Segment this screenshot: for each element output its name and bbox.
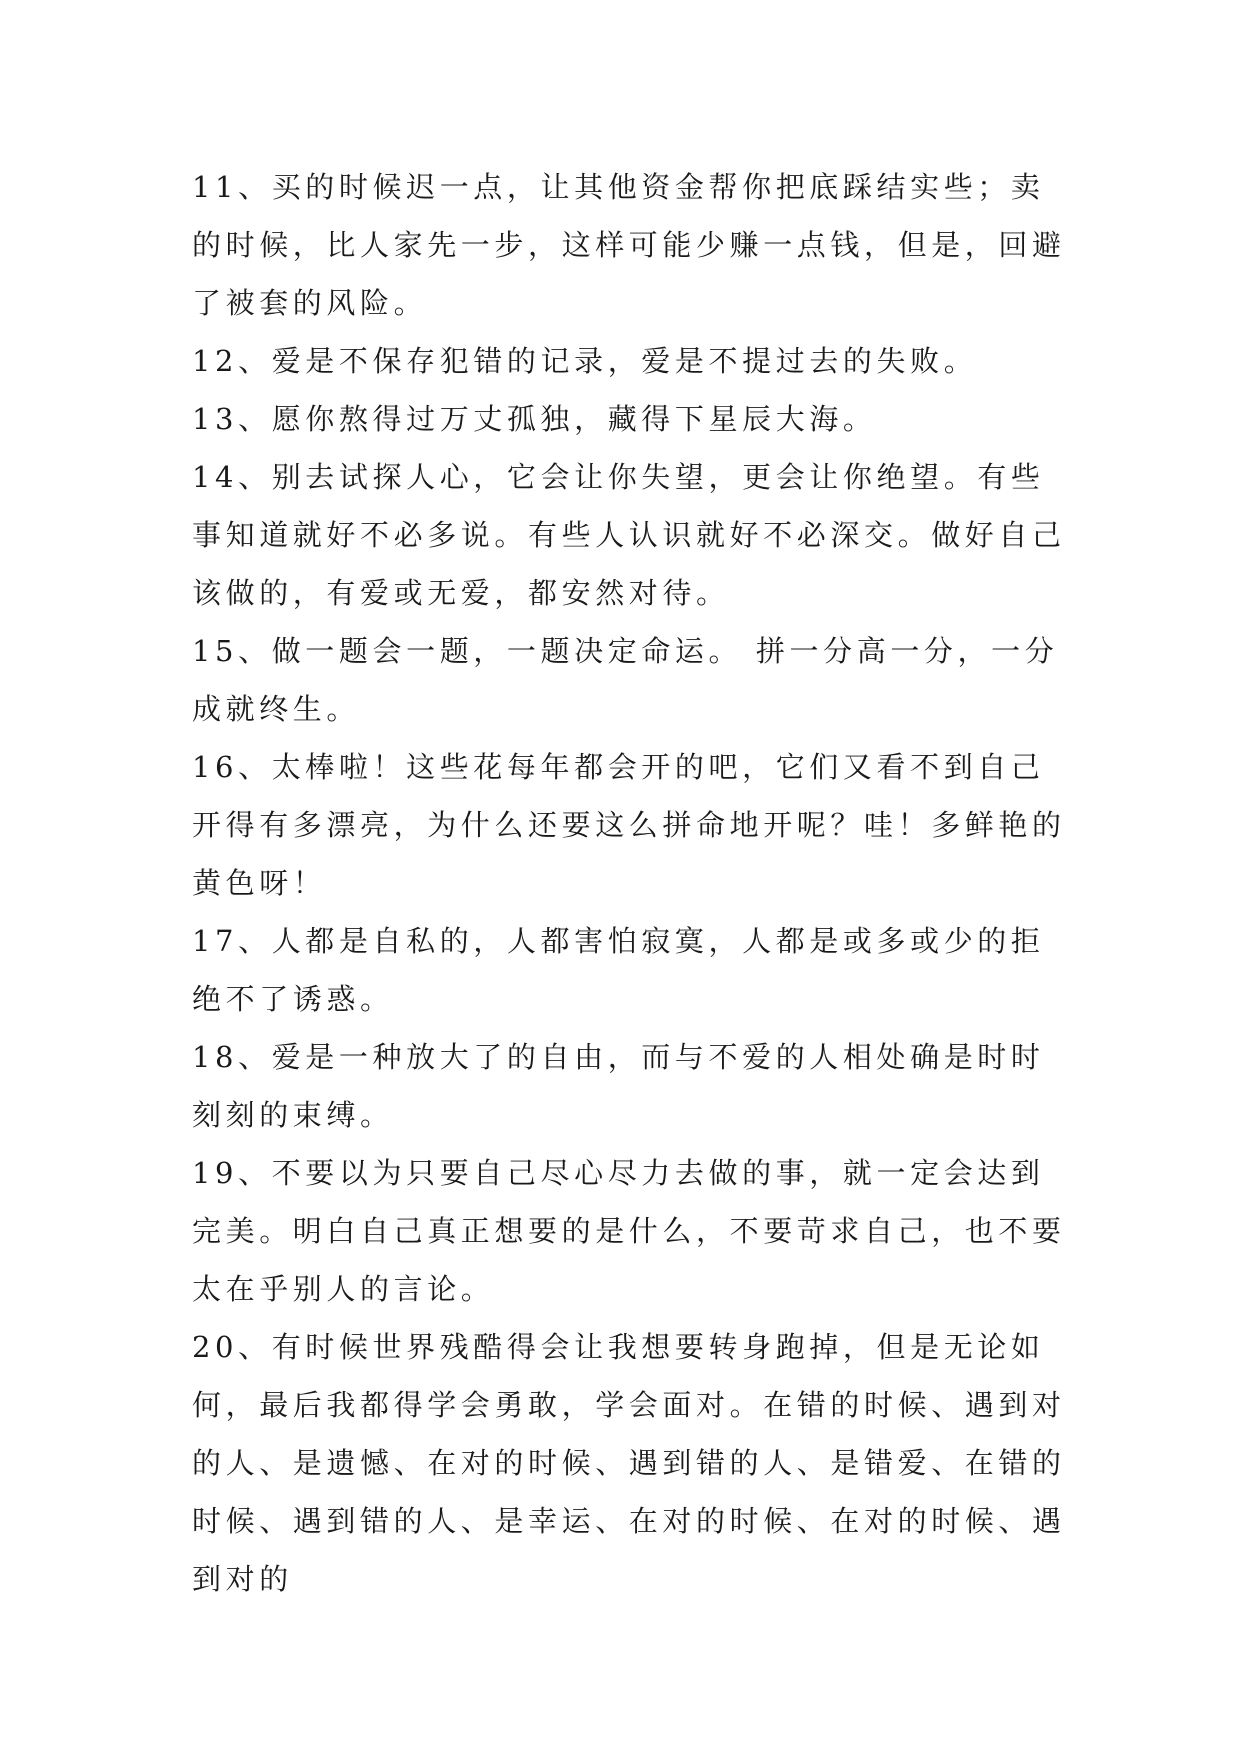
paragraph-13: 13、愿你熬得过万丈孤独，藏得下星辰大海。	[192, 402, 877, 436]
paragraph-17: 17、人都是自私的，人都害怕寂寞，人都是或多或少的拒绝不了诱惑。	[192, 924, 1045, 1016]
paragraph-11: 11、买的时候迟一点，让其他资金帮你把底踩结实些；卖的时候，比人家先一步，这样可能少赚一点钱，但是，回避了被套的风险。	[192, 170, 1066, 320]
paragraph-19: 19、不要以为只要自己尽心尽力去做的事，就一定会达到完美。明白自己真正想要的是什么，不要苛求自己，也不要太在乎别人的言论。	[192, 1156, 1066, 1306]
paragraph-12: 12、爱是不保存犯错的记录，爱是不提过去的失败。	[192, 344, 978, 378]
paragraph-15: 15、做一题会一题，一题决定命运。 拼一分高一分，一分成就终生。	[192, 634, 1059, 726]
paragraph-16: 16、太棒啦！这些花每年都会开的吧，它们又看不到自己开得有多漂亮，为什么还要这么拼命地开呢？哇！多鲜艳的黄色呀！	[192, 750, 1066, 900]
document-body	[192, 158, 1072, 1608]
paragraph-18: 18、爱是一种放大了的自由，而与不爱的人相处确是时时刻刻的束缚。	[192, 1040, 1045, 1132]
paragraph-14: 14、别去试探人心，它会让你失望，更会让你绝望。有些事知道就好不必多说。有些人认识就好不必深交。做好自己该做的，有爱或无爱，都安然对待。	[192, 460, 1066, 610]
paragraph-20: 20、有时候世界残酷得会让我想要转身跑掉，但是无论如何，最后我都得学会勇敢，学会面对。在错的时候、遇到对的人、是遗憾、在对的时候、遇到错的人、是错爱、在错的时候、遇到错的人、是幸运、在对的时候、在对的时候、遇到对的	[192, 1330, 1066, 1596]
